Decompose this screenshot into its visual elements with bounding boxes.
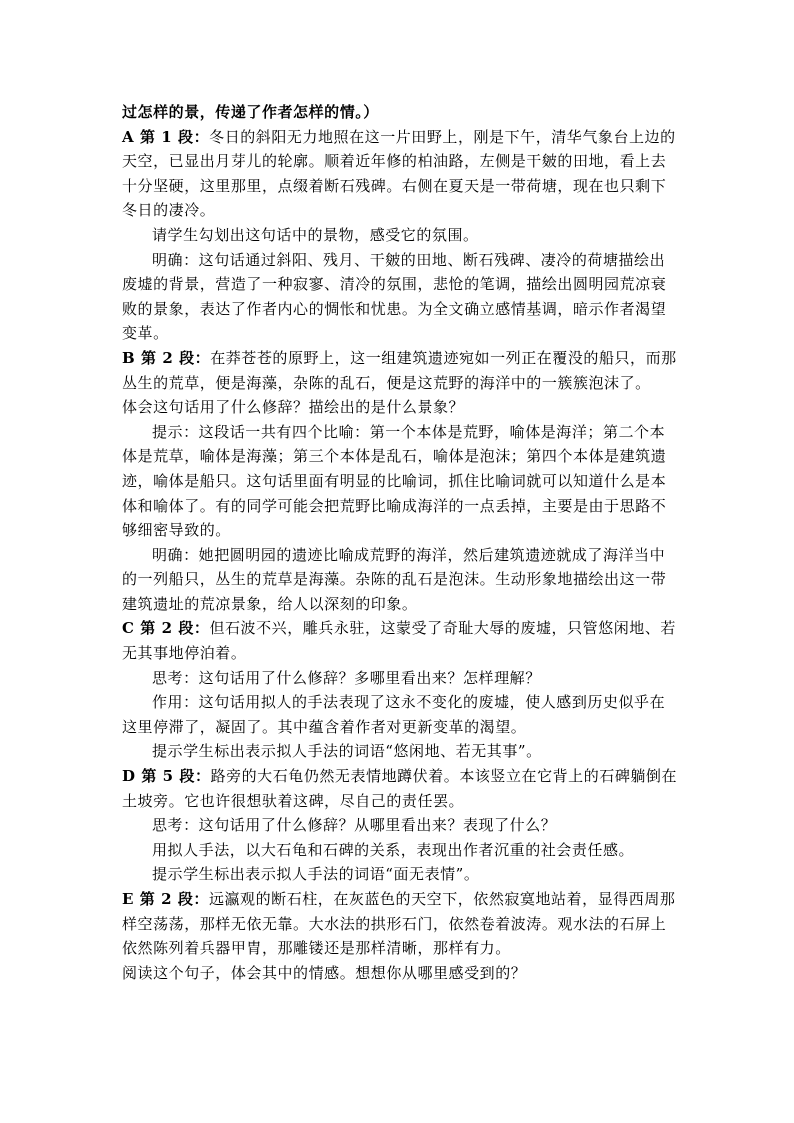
text-line (122, 715, 674, 740)
section-label: D 第 5 段： (122, 767, 211, 786)
text-line (122, 125, 674, 150)
text-line (122, 174, 674, 199)
section-label: B 第 2 段： (122, 348, 211, 367)
line-text: 丛生的荒草，便是海藻，杂陈的乱石，便是这荒野的海洋中的一簇簇泡沫了。 (122, 373, 651, 392)
line-text: 提示：这段话一共有四个比喻：第一个本体是荒野，喻体是海洋；第二个本 (152, 422, 666, 441)
line-text: 体和喻体了。有的同学可能会把荒野比喻成海洋的一点丢掉，主要是由于思路不 (122, 496, 667, 515)
line-text: 过怎样的景，传递了作者怎样的情。） (122, 103, 379, 121)
line-text: 土坡旁。它也许很想驮着这碑，尽自己的责任罢。 (122, 791, 465, 810)
document-body (122, 100, 678, 985)
section-label: E 第 2 段： (122, 890, 209, 908)
text-line (122, 198, 674, 223)
line-text: 建筑遗址的荒凉景象，给人以深刻的印象。 (122, 594, 418, 613)
section-label: C 第 2 段： (122, 619, 210, 638)
line-text: 远瀛观的断石柱，在灰蓝色的天空下，依然寂寞地站着，显得西周那 (208, 890, 676, 908)
line-text: 明确：她把圆明园的遗迹比喻成荒野的海洋，然后建筑遗迹就成了海洋当中 (152, 545, 666, 564)
text-line (122, 936, 674, 961)
text-line (122, 961, 674, 986)
line-text: 体是荒草，喻体是海藻；第三个本体是乱石，喻体是泡沫；第四个本体是建筑遗 (122, 447, 667, 466)
line-text: 十分坚硬，这里那里，点缀着断石残碑。右侧在夏天是一带荷塘，现在也只剩下 (122, 176, 667, 195)
text-line (122, 543, 674, 568)
line-text: 体会这句话用了什么修辞？描绘出的是什么景象？ (122, 398, 465, 417)
line-text: 的一列船只，丛生的荒草是海藻。杂陈的乱石是泡沫。生动形象地描绘出这一带 (122, 570, 667, 589)
text-line (122, 862, 674, 887)
line-text: 依然陈列着兵器甲胄，那雕镂还是那样清晰，那样有力。 (122, 939, 511, 958)
text-line (122, 420, 674, 445)
text-line (122, 616, 674, 641)
line-text: 败的景象，表达了作者内心的惆怅和忧患。为全文确立感情基调，暗示作者渴望 (122, 299, 667, 318)
text-line (122, 813, 674, 838)
text-line (122, 272, 674, 297)
text-line (122, 592, 674, 617)
text-line (122, 518, 674, 543)
text-line (122, 838, 674, 863)
text-line (122, 346, 677, 371)
line-text: 用拟人手法，以大石龟和石碑的关系，表现出作者沉重的社会责任感。 (152, 840, 635, 859)
text-line (122, 764, 678, 789)
line-text: 废墟的背景，营造了一种寂寥、清冷的氛围，悲怆的笔调，描绘出圆明园荒凉衰 (122, 275, 667, 294)
line-text: 无其事地停泊着。 (122, 644, 247, 663)
line-text: 请学生勾划出这句话中的景物，感受它的氛围。 (152, 225, 479, 244)
text-line (122, 739, 674, 764)
text-line (122, 789, 674, 814)
line-text: 在莽苍苍的原野上，这一组建筑遗迹宛如一列正在覆没的船只，而那 (210, 348, 677, 367)
text-line (122, 321, 674, 346)
text-line (122, 690, 674, 715)
line-text: 冬日的斜阳无力地照在这一片田野上，刚是下午，清华气象台上边的 (209, 127, 676, 146)
text-line (122, 100, 674, 125)
text-line (122, 494, 674, 519)
line-text: 路旁的大石龟仍然无表情地蹲伏着。本该竖立在它背上的石碑躺倒在 (210, 767, 678, 786)
text-line (122, 567, 674, 592)
text-line (122, 149, 674, 174)
text-line (122, 887, 674, 912)
text-line (122, 641, 674, 666)
text-line (122, 371, 674, 396)
line-text: 提示学生标出表示拟人手法的词语“悠闲地、若无其事”。 (152, 742, 542, 761)
line-text: 思考：这句话用了什么修辞？多哪里看出来？怎样理解？ (152, 668, 541, 687)
line-text: 这里停滞了，凝固了。其中蕴含着作者对更新变革的渴望。 (122, 717, 527, 736)
line-text: 提示学生标出表示拟人手法的词语“面无表情”。 (152, 865, 480, 884)
section-label: A 第 1 段： (122, 127, 210, 146)
line-text: 变革。 (122, 324, 169, 343)
line-text: 天空，已显出月芽儿的轮廓。顺着近年修的柏油路，左侧是干皴的田地，看上去 (122, 152, 667, 171)
text-line (122, 297, 674, 322)
text-line (122, 223, 674, 248)
line-text: 样空荡荡，那样无依无靠。大水法的拱形石门，依然卷着波涛。观水法的石屏上 (122, 914, 667, 933)
line-text: 迹，喻体是船只。这句话里面有明显的比喻词，抓住比喻词就可以知道什么是本 (122, 471, 667, 490)
line-text: 明确：这句话通过斜阳、残月、干皴的田地、断石残碑、凄冷的荷塘描绘出 (152, 250, 666, 269)
text-line (122, 248, 674, 273)
text-line (122, 912, 674, 937)
line-text: 作用：这句话用拟人的手法表现了这永不变化的废墟，使人感到历史似乎在 (152, 693, 666, 712)
line-text: 够细密导致的。 (122, 521, 231, 540)
text-line (122, 666, 674, 691)
text-line (122, 444, 674, 469)
line-text: 冬日的凄冷。 (122, 201, 216, 220)
line-text: 思考：这句话用了什么修辞？从哪里看出来？表现了什么？ (152, 816, 557, 835)
line-text: 但石波不兴，雕兵永驻，这蒙受了奇耻大辱的废墟，只管悠闲地、若 (209, 619, 676, 638)
text-line (122, 469, 674, 494)
text-line (122, 395, 674, 420)
line-text: 阅读这个句子，体会其中的情感。想想你从哪里感受到的？ (122, 963, 527, 982)
